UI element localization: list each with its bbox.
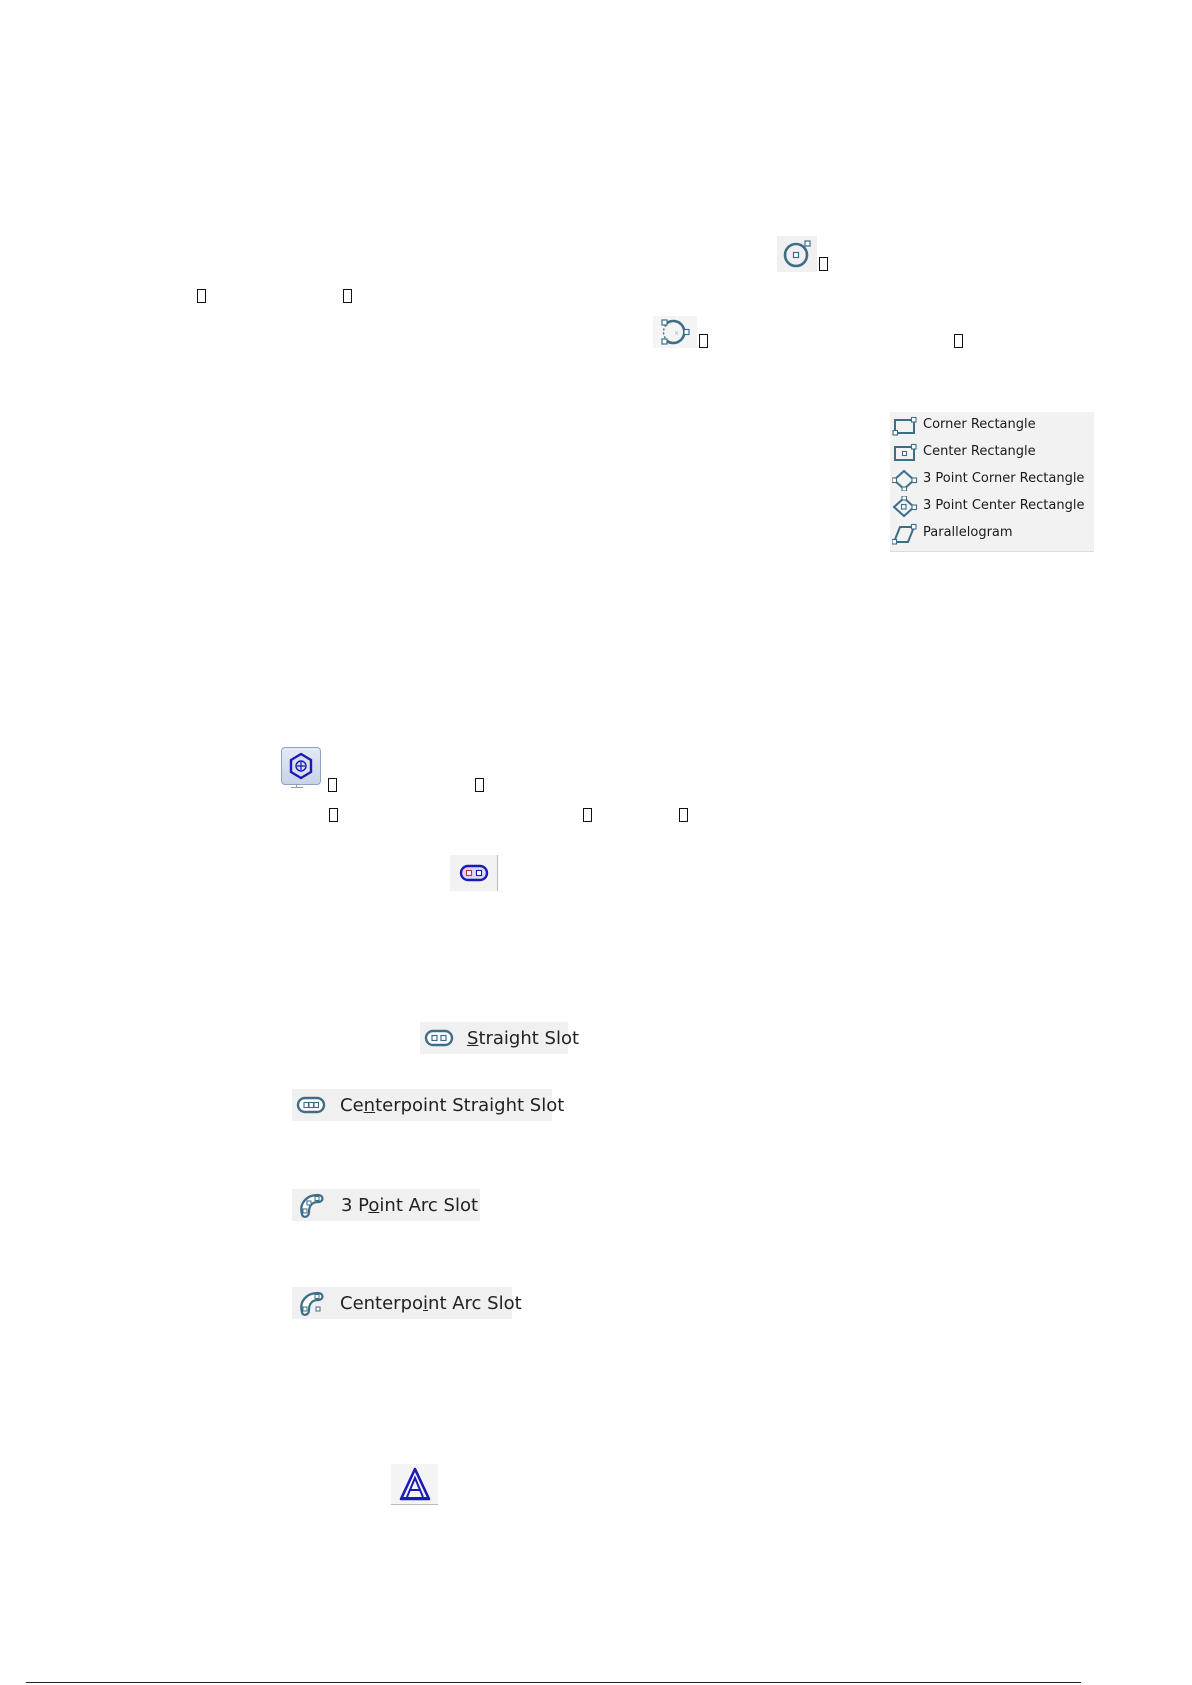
menu-item-3-point-arc-slot[interactable] — [292, 1189, 480, 1221]
menu-item-label: 3 Point Corner Rectangle — [923, 471, 1085, 486]
missing-glyph — [343, 289, 352, 303]
menu-item-centerpoint-straight-slot[interactable] — [292, 1089, 565, 1121]
missing-glyph — [699, 334, 708, 348]
menu-item-centerpoint-arc-slot[interactable] — [292, 1287, 522, 1319]
polygon-icon — [286, 751, 316, 781]
slot-tool-button[interactable] — [450, 855, 498, 891]
menu-item-label: Straight Slot — [467, 1028, 580, 1049]
perimeter-circle-icon — [658, 317, 692, 347]
menu-item-corner-rectangle[interactable] — [890, 412, 1094, 439]
perimeter-circle-tool-button[interactable] — [653, 316, 697, 348]
circle-icon — [781, 238, 813, 270]
circle-tool-button[interactable] — [777, 236, 817, 272]
missing-glyph — [475, 778, 484, 792]
menu-item-label: Centerpoint Arc Slot — [340, 1293, 522, 1314]
missing-glyph — [329, 808, 338, 822]
rectangle-flyout-menu — [890, 412, 1094, 552]
menu-item-label: 3 Point Center Rectangle — [923, 498, 1085, 513]
center-rectangle-icon — [892, 442, 918, 464]
parallelogram-icon — [892, 523, 918, 545]
menu-item-3-point-corner-rectangle[interactable] — [890, 466, 1094, 493]
missing-glyph — [819, 257, 828, 271]
menu-item-3-point-center-rectangle[interactable] — [890, 493, 1094, 520]
menu-item-label: Center Rectangle — [923, 444, 1036, 459]
missing-glyph — [197, 289, 206, 303]
straight-slot-icon — [424, 1027, 454, 1049]
sketch-text-tool-button[interactable] — [391, 1464, 438, 1505]
centerpoint-straight-slot-icon — [296, 1094, 326, 1116]
menu-item-label: 3 Point Arc Slot — [341, 1195, 479, 1216]
polygon-tool-button[interactable] — [279, 747, 325, 793]
menu-item-label: Corner Rectangle — [923, 417, 1036, 432]
3-point-corner-rectangle-icon — [892, 469, 918, 491]
svg-text:×: × — [674, 330, 680, 337]
menu-item-straight-slot[interactable] — [420, 1022, 580, 1054]
centerpoint-arc-slot-icon — [296, 1290, 326, 1316]
missing-glyph — [583, 808, 592, 822]
missing-glyph — [328, 778, 337, 792]
sketch-text-icon — [397, 1467, 433, 1501]
slot-icon — [459, 863, 489, 883]
3-point-arc-slot-icon — [296, 1192, 326, 1218]
missing-glyph — [954, 334, 963, 348]
menu-item-center-rectangle[interactable] — [890, 439, 1094, 466]
menu-item-parallelogram[interactable] — [890, 520, 1094, 547]
menu-item-label: Parallelogram — [923, 525, 1013, 540]
menu-item-label: Centerpoint Straight Slot — [340, 1095, 565, 1116]
corner-rectangle-icon — [892, 415, 918, 437]
missing-glyph — [679, 808, 688, 822]
footer-rule — [26, 1682, 1081, 1683]
3-point-center-rectangle-icon — [892, 496, 918, 518]
